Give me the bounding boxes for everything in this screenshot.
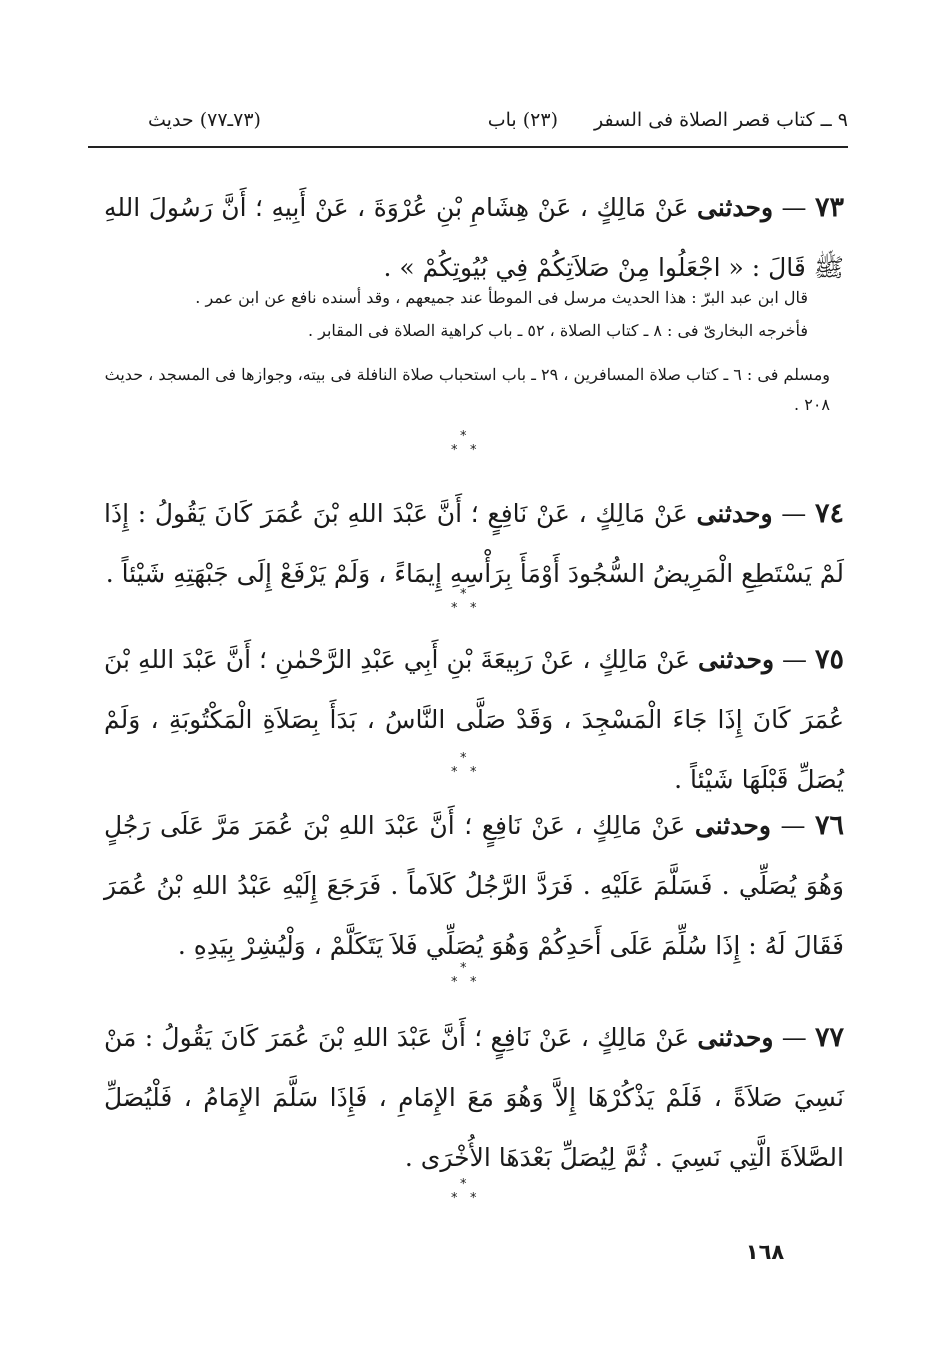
hadith-number: ٧٧ [815, 1022, 845, 1053]
star-glyph: * [460, 587, 467, 602]
section-separator [440, 752, 496, 792]
footnote-ibn-abd-albarr: قال ابن عبد البرّ : هذا الحديث مرسل فى الموطأ عند جميعهم ، وقد أسنده نافع عن ابن عمر . [195, 288, 808, 307]
star-glyph: * [451, 765, 458, 780]
footnote-muslim: ومسلم فى : ٦ ـ كتاب صلاة المسافرين ، ٢٩ ـ باب استحباب صلاة النافلة فى بيته، وجوازها فى المسجد ، حديث ٢٠٨ . [104, 365, 830, 414]
hadith-number: ٧٦ [815, 810, 845, 841]
header-hadith-range: (٧٣ـ٧٧) حديث [148, 109, 261, 131]
star-glyph: * [460, 961, 467, 976]
star-glyph: * [470, 601, 477, 616]
page-number: ١٦٨ [745, 1240, 785, 1264]
hadith-text: عَنْ مَالِكٍ ، عَنْ هِشَامِ بْنِ عُرْوَةَ ، عَنْ أَبِيهِ ؛ أَنَّ رَسُولَ اللهِ ﷺ قَالَ : « اجْعَلُوا مِنْ صَلاَتِكُمْ فِي بُيُوتِكُمْ » . [104, 193, 844, 282]
hadith-number: ٧٤ [815, 498, 845, 529]
star-glyph: * [460, 429, 467, 444]
hadith-intro: وحدثنى [694, 811, 771, 840]
header-divider [88, 146, 848, 148]
footnote-bukhari: فأخرجه البخارىّ فى : ٨ ـ كتاب الصلاة ، ٥٢ ـ باب كراهية الصلاة فى المقابر . [307, 321, 808, 340]
section-separator [440, 962, 496, 1002]
hadith-number: ٧٥ [815, 644, 845, 675]
section-separator [440, 588, 496, 628]
star-glyph: * [470, 443, 477, 458]
hadith-intro: وحدثنى [697, 1023, 774, 1052]
hadith-text: عَنْ مَالِكٍ ، عَنْ رَبِيعَةَ بْنِ أَبِي عَبْدِ الرَّحْمٰنِ ؛ أَنَّ عَبْدَ اللهِ بْنَ عُمَرَ كَانَ إِذَا جَاءَ الْمَسْجِدَ ، وَقَدْ صَلَّى النَّاسُ ، بَدَأَ بِصَلاَةِ الْمَكْتُوبَةِ ، وَلَمْ يُصَلِّ قَبْلَهَا شَيْئاً . [104, 645, 844, 794]
star-glyph: * [451, 1191, 458, 1206]
hadith-74: ٧٤ — وحدثنى عَنْ مَالِكٍ ، عَنْ نَافِعٍ ؛ أَنَّ عَبْدَ اللهِ بْنَ عُمَرَ كَانَ يَقُولُ : إِذَا لَمْ يَسْتَطِعِ الْمَرِيضُ السُّجُودَ أَوْمَأَ بِرَأْسِهِ إِيمَاءً ، وَلَمْ يَرْفَعْ إِلَى جَبْهَتِهِ شَيْئاً . [104, 498, 845, 588]
running-header [88, 103, 848, 143]
hadith-75: ٧٥ — وحدثنى عَنْ مَالِكٍ ، عَنْ رَبِيعَةَ بْنِ أَبِي عَبْدِ الرَّحْمٰنِ ؛ أَنَّ عَبْدَ اللهِ بْنَ عُمَرَ كَانَ إِذَا جَاءَ الْمَسْجِدَ ، وَقَدْ صَلَّى النَّاسُ ، بَدَأَ بِصَلاَةِ الْمَكْتُوبَةِ ، وَلَمْ يُصَلِّ قَبْلَهَا شَيْئاً . [104, 644, 845, 794]
hadith-76: ٧٦ — وحدثنى عَنْ مَالِكٍ ، عَنْ نَافِعٍ ؛ أَنَّ عَبْدَ اللهِ بْنَ عُمَرَ مَرَّ عَلَى رَجُلٍ وَهُوَ يُصَلِّي . فَسَلَّمَ عَلَيْهِ . فَرَدَّ الرَّجُلُ كَلاَماً . فَرَجَعَ إِلَيْهِ عَبْدُ اللهِ بْنُ عُمَرَ فَقَالَ لَهُ : إِذَا سُلِّمَ عَلَى أَحَدِكُمْ وَهُوَ يُصَلِّي فَلاَ يَتَكَلَّمْ ، وَلْيُشِرْ بِيَدِهِ . [104, 810, 845, 960]
hadith-intro: وحدثنى [698, 645, 775, 674]
hadith-intro: وحدثنى [696, 499, 773, 528]
star-glyph: * [470, 1191, 477, 1206]
hadith-77: ٧٧ — وحدثنى عَنْ مَالِكٍ ، عَنْ نَافِعٍ ؛ أَنَّ عَبْدَ اللهِ بْنَ عُمَرَ كَانَ يَقُولُ : مَنْ نَسِيَ صَلاَةً ، فَلَمْ يَذْكُرْهَا إِلاَّ وَهُوَ مَعَ الإِمَامِ ، فَإِذَا سَلَّمَ الإِمَامُ ، فَلْيُصَلِّ الصَّلاَةَ الَّتِي نَسِيَ . ثُمَّ لِيُصَلِّ بَعْدَهَا الأُخْرَى . [104, 1022, 845, 1172]
header-book-title: ٩ ــ كتاب قصر الصلاة فى السفر [594, 109, 848, 131]
hadith-text: عَنْ مَالِكٍ ، عَنْ نَافِعٍ ؛ أَنَّ عَبْدَ اللهِ بْنَ عُمَرَ كَانَ يَقُولُ : مَنْ نَسِيَ صَلاَةً ، فَلَمْ يَذْكُرْهَا إِلاَّ وَهُوَ مَعَ الإِمَامِ ، فَإِذَا سَلَّمَ الإِمَامُ ، فَلْيُصَلِّ الصَّلاَةَ الَّتِي نَسِيَ . ثُمَّ لِيُصَلِّ بَعْدَهَا الأُخْرَى . [104, 1023, 844, 1172]
star-glyph: * [460, 751, 467, 766]
star-glyph: * [470, 975, 477, 990]
hadith-text: عَنْ مَالِكٍ ، عَنْ نَافِعٍ ؛ أَنَّ عَبْدَ اللهِ بْنَ عُمَرَ مَرَّ عَلَى رَجُلٍ وَهُوَ يُصَلِّي . فَسَلَّمَ عَلَيْهِ . فَرَدَّ الرَّجُلُ كَلاَماً . فَرَجَعَ إِلَيْهِ عَبْدُ اللهِ بْنُ عُمَرَ فَقَالَ لَهُ : إِذَا سُلِّمَ عَلَى أَحَدِكُمْ وَهُوَ يُصَلِّي فَلاَ يَتَكَلَّمْ ، وَلْيُشِرْ بِيَدِهِ . [104, 811, 844, 960]
star-glyph: * [451, 975, 458, 990]
star-glyph: * [451, 443, 458, 458]
star-glyph: * [460, 1177, 467, 1192]
section-separator [440, 1178, 496, 1218]
header-chapter: (٢٣) باب [487, 109, 558, 131]
star-glyph: * [451, 601, 458, 616]
hadith-number: ٧٣ [814, 192, 844, 223]
hadith-73: ٧٣ — وحدثنى عَنْ مَالِكٍ ، عَنْ هِشَامِ بْنِ عُرْوَةَ ، عَنْ أَبِيهِ ؛ أَنَّ رَسُولَ اللهِ ﷺ قَالَ : « اجْعَلُوا مِنْ صَلاَتِكُمْ فِي بُيُوتِكُمْ » . [104, 192, 844, 282]
section-separator [440, 430, 496, 470]
hadith-text: عَنْ مَالِكٍ ، عَنْ نَافِعٍ ؛ أَنَّ عَبْدَ اللهِ بْنَ عُمَرَ كَانَ يَقُولُ : إِذَا لَمْ يَسْتَطِعِ الْمَرِيضُ السُّجُودَ أَوْمَأَ بِرَأْسِهِ إِيمَاءً ، وَلَمْ يَرْفَعْ إِلَى جَبْهَتِهِ شَيْئاً . [104, 499, 844, 588]
star-glyph: * [470, 765, 477, 780]
hadith-intro: وحدثنى [697, 193, 774, 222]
